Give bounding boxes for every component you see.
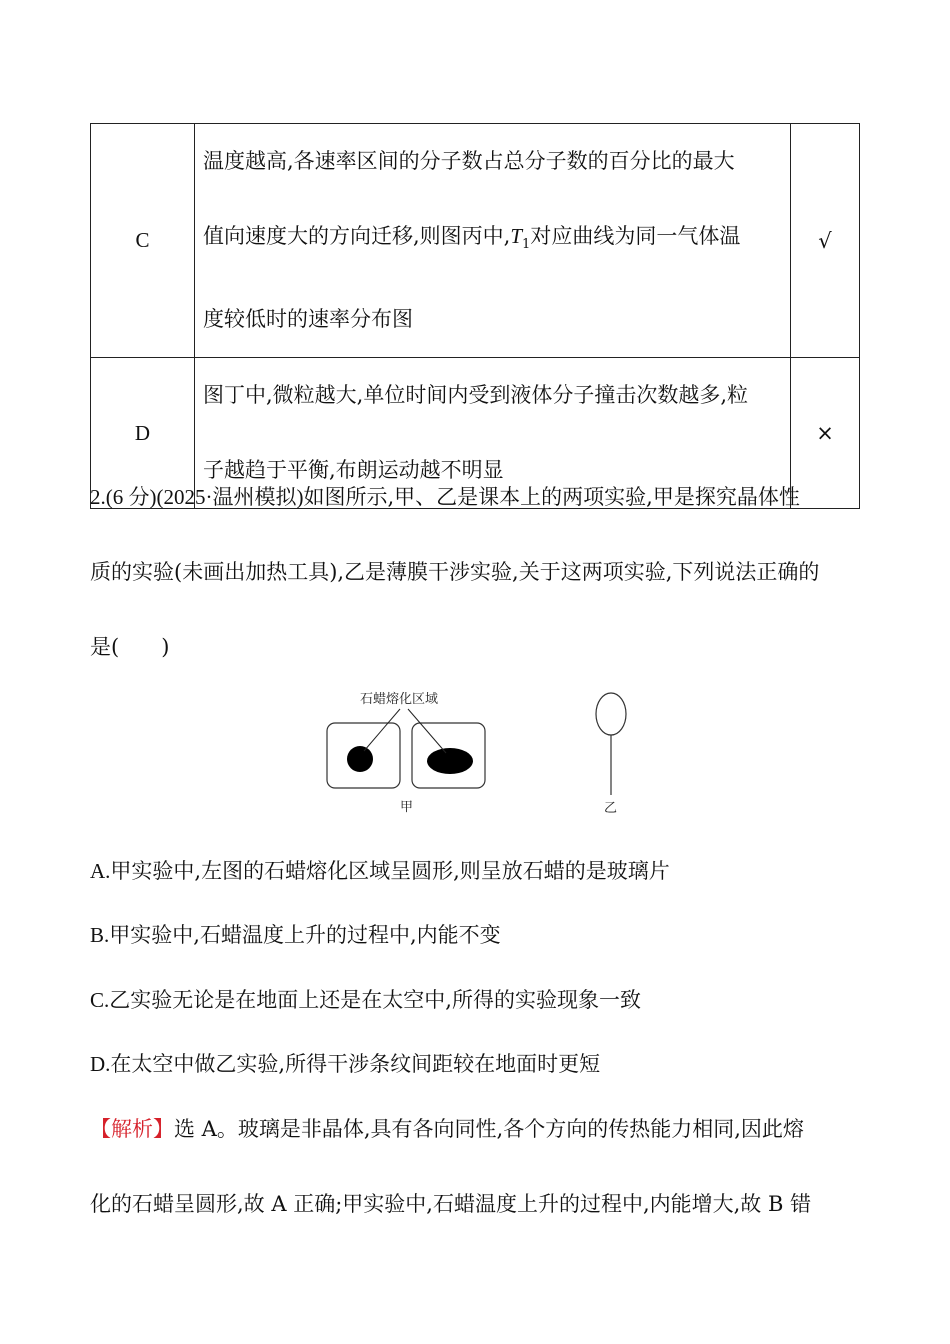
- figure-label-jia: 甲: [400, 800, 414, 815]
- question-line-1: [90, 481, 800, 511]
- choice-text: 甲实验中,石蜡温度上升的过程中,内能不变: [109, 923, 501, 947]
- judgement-table: [90, 123, 860, 509]
- variable-subscript: 1: [522, 237, 531, 253]
- analysis-line-2: 化的石蜡呈圆形,故 A 正确;甲实验中,石蜡温度上升的过程中,内能增大,故 B 错: [90, 1192, 812, 1216]
- desc-line: 图丁中,微粒越大,单位时间内受到液体分子撞击次数越多,粒: [203, 383, 749, 408]
- pointer-line-left: [364, 709, 400, 751]
- pointer-line-right: [408, 709, 446, 753]
- choice-b: [90, 919, 501, 949]
- desc-line: 值向速度大的方向迁移,则图丙中,: [203, 224, 511, 248]
- table-row: [91, 124, 860, 358]
- variable-symbol: T: [510, 224, 523, 248]
- figure-label-region: 石蜡熔化区域: [360, 692, 439, 707]
- wire-loop: [596, 693, 626, 735]
- desc-line: 温度越高,各速率区间的分子数占总分子数的百分比的最大: [203, 149, 735, 173]
- analysis-text: 选 A。玻璃是非晶体,具有各向同性,各个方向的传热能力相同,因此熔: [174, 1117, 804, 1141]
- question-text: 如图所示,甲、乙是课本上的两项实验,甲是探究晶体性: [303, 485, 800, 509]
- question-number: 2.: [90, 485, 106, 509]
- choice-letter: C.: [90, 988, 110, 1012]
- choice-a: [90, 855, 670, 885]
- melted-wax-ellipse: [427, 748, 473, 774]
- figure-label-yi: 乙: [604, 801, 618, 816]
- option-cell: D: [91, 358, 195, 509]
- check-mark: √: [791, 124, 860, 358]
- desc-line: 度较低时的速率分布图: [203, 307, 413, 332]
- choice-letter: B.: [90, 923, 110, 947]
- choice-letter: D.: [90, 1052, 111, 1076]
- description-cell: [195, 124, 791, 358]
- choice-d: [90, 1048, 600, 1078]
- question-line-3: 是( ): [90, 635, 170, 659]
- choice-text: 在太空中做乙实验,所得干涉条纹间距较在地面时更短: [110, 1052, 601, 1076]
- melted-wax-circle: [347, 746, 373, 772]
- analysis-line-1: [90, 1113, 804, 1143]
- option-cell: C: [91, 124, 195, 358]
- desc-line: 子越趋于平衡,布朗运动越不明显: [203, 458, 504, 483]
- question-line-2: 质的实验(未画出加热工具),乙是薄膜干涉实验,关于这两项实验,下列说法正确的: [90, 560, 820, 584]
- cross-mark: ×: [791, 358, 860, 509]
- analysis-tag: 【解析】: [90, 1117, 174, 1141]
- experiment-figure: [320, 683, 640, 818]
- desc-line: 对应曲线为同一气体温: [530, 224, 741, 248]
- choice-text: 甲实验中,左图的石蜡熔化区域呈圆形,则呈放石蜡的是玻璃片: [110, 859, 670, 883]
- choice-text: 乙实验无论是在地面上还是在太空中,所得的实验现象一致: [109, 988, 641, 1012]
- choice-letter: A.: [90, 859, 111, 883]
- choice-c: [90, 984, 641, 1014]
- question-meta: (6 分)(2025·温州模拟): [105, 485, 304, 509]
